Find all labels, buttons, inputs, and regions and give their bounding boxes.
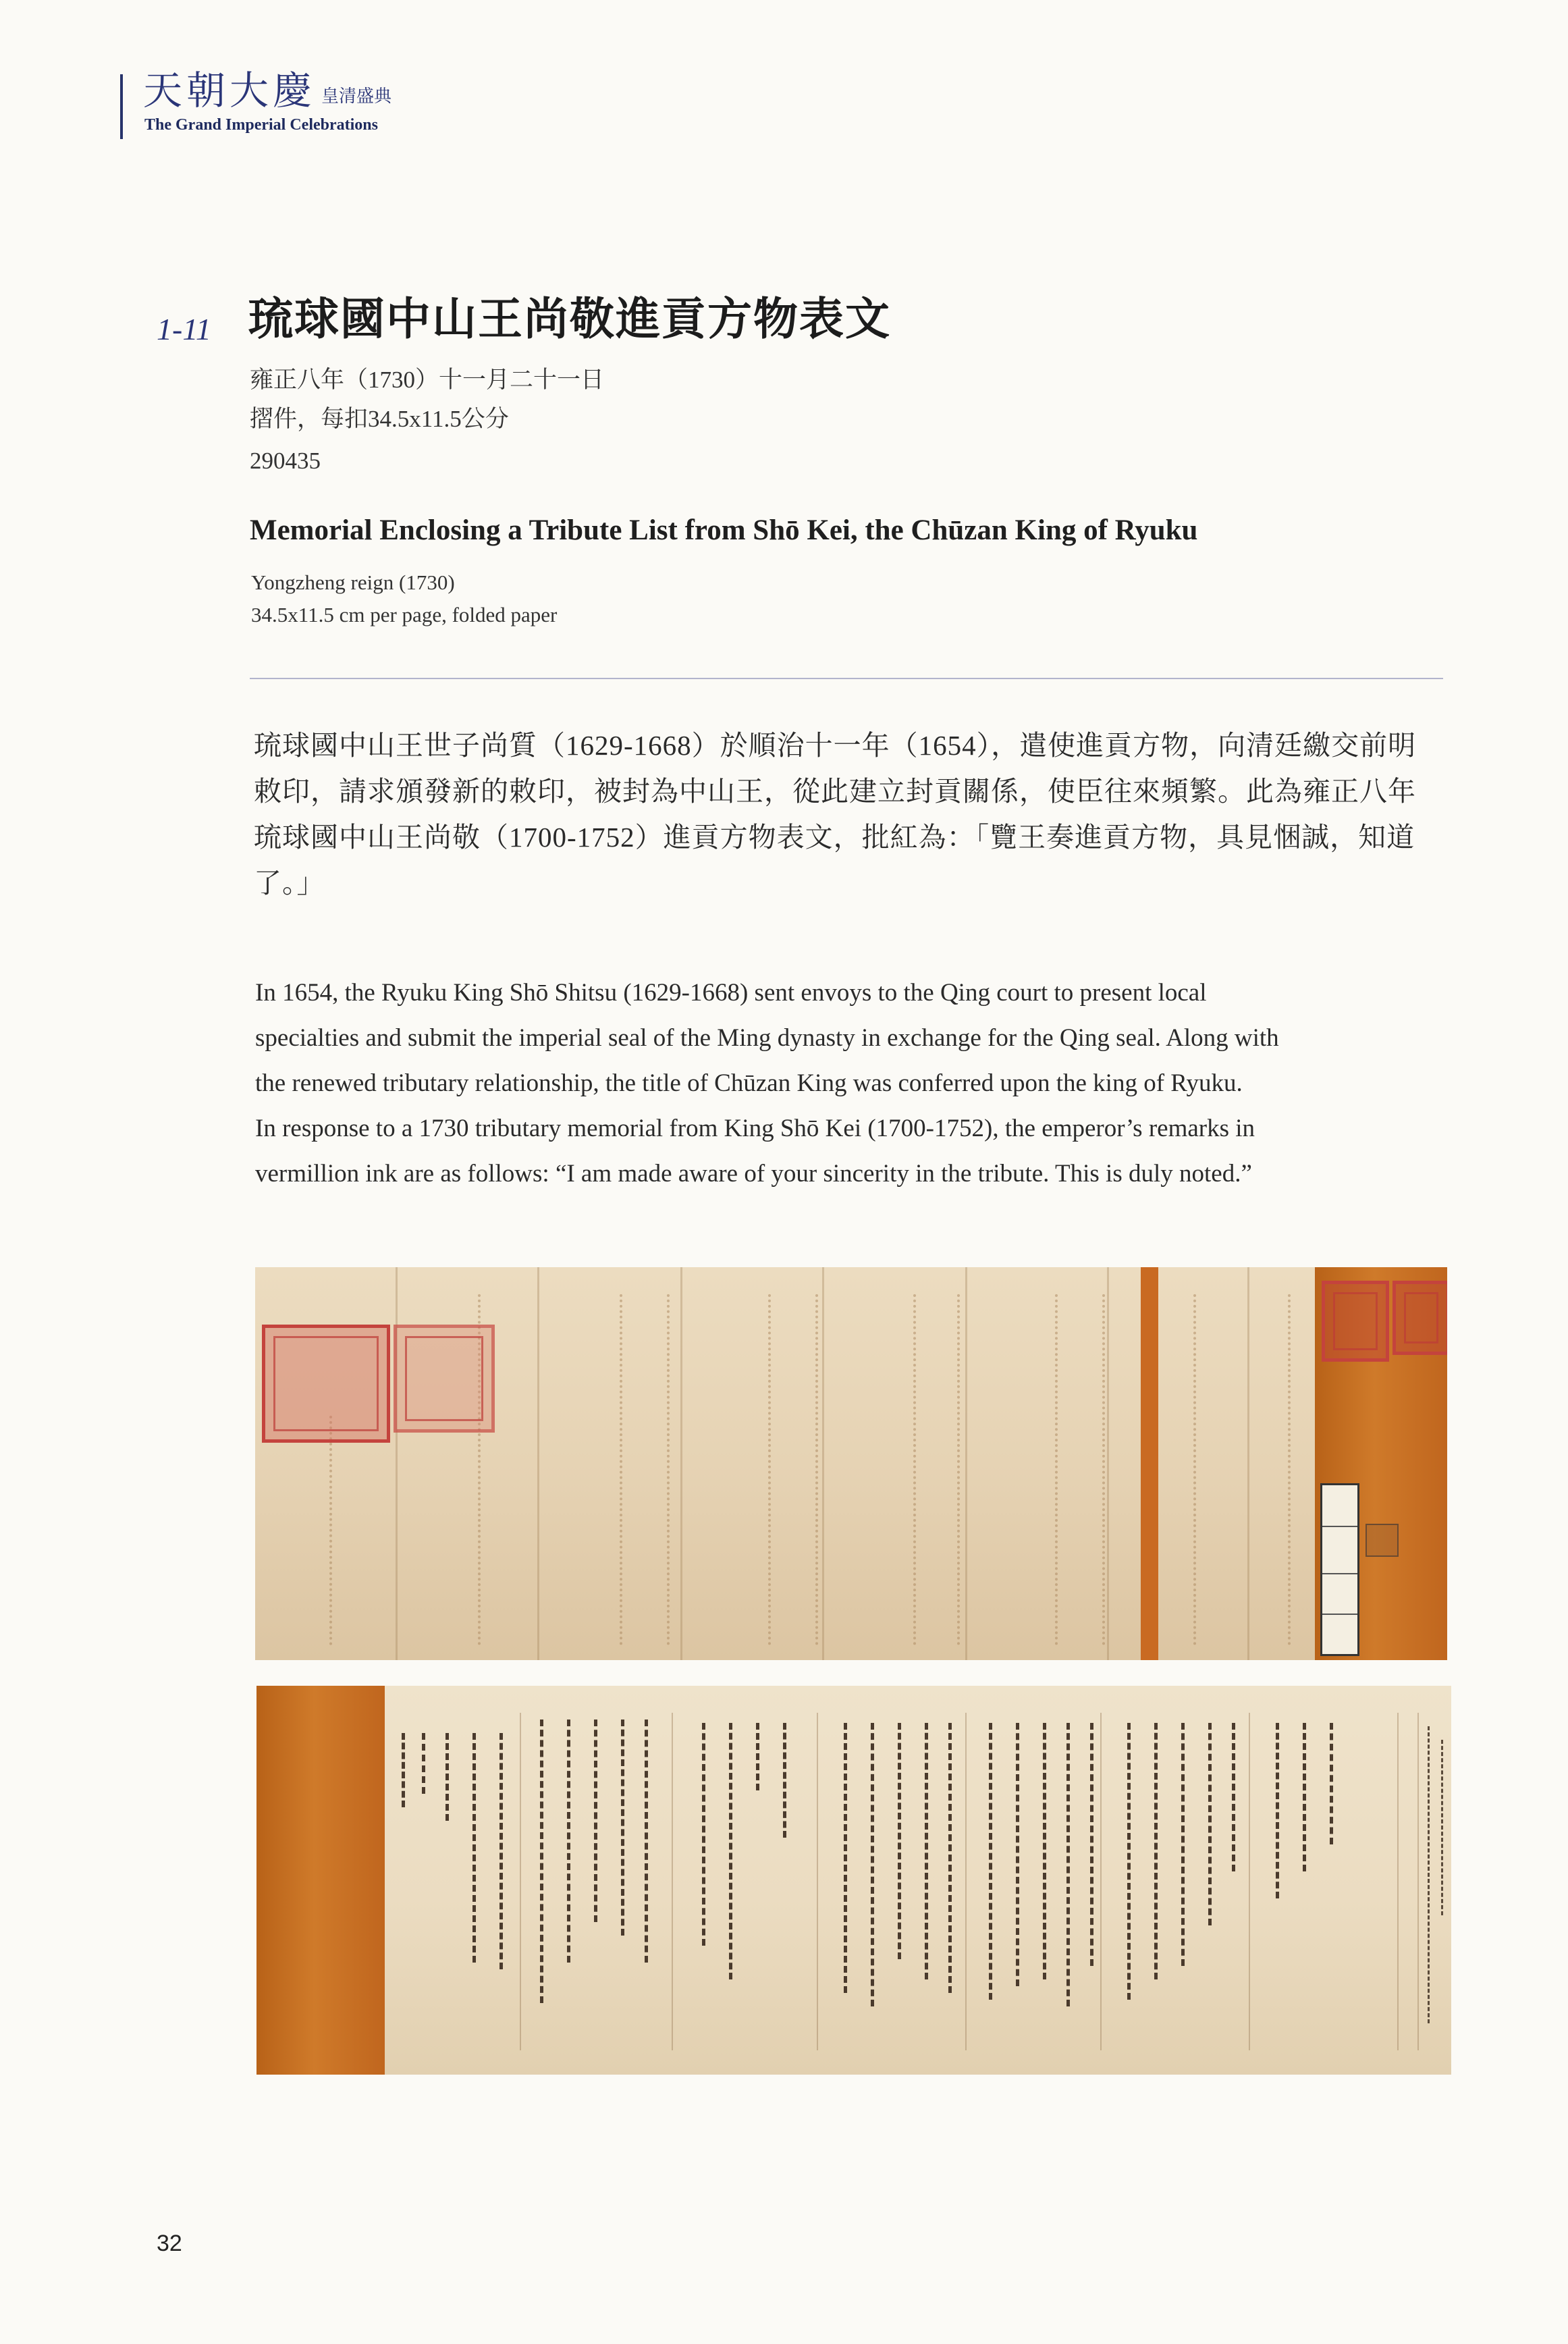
entry-reign-en: Yongzheng reign (1730) bbox=[251, 570, 455, 594]
page-number: 32 bbox=[157, 2231, 182, 2256]
entry-format-en: 34.5x11.5 cm per page, folded paper bbox=[251, 603, 558, 627]
entry-title-en: Memorial Enclosing a Tribute List from Shō Kei, the Chūzan King of Ryuku bbox=[250, 514, 1198, 546]
entry-title-cn: 琉球國中山王尚敬進貢方物表文 bbox=[248, 295, 891, 344]
vermilion-seal-cover-small bbox=[1393, 1281, 1447, 1355]
description-en-line: specialties and submit the imperial seal of the Ming dynasty in exchange for the Qing seal. Along with bbox=[255, 1024, 1279, 1052]
entry-number: 1-11 bbox=[157, 312, 211, 346]
description-cn-line: 琉球國中山王尚敬（1700-1752）進貢方物表文，批紅為：「覽王奏進貢方物，具見悃誠，知道 bbox=[254, 822, 1415, 853]
header-title-en: The Grand Imperial Celebrations bbox=[144, 116, 378, 134]
description-en bbox=[255, 970, 1443, 1196]
vermilion-seal-faded bbox=[394, 1325, 495, 1433]
entry-date-cn: 雍正八年（1730）十一月二十一日 bbox=[250, 367, 605, 393]
description-en-line: In 1654, the Ryuku King Shō Shitsu (1629-1668) sent envoys to the Qing court to present local bbox=[255, 979, 1207, 1007]
vermilion-seal-left bbox=[262, 1325, 390, 1443]
header-divider-bar bbox=[120, 74, 123, 139]
entry-format-cn: 摺件，每扣34.5x11.5公分 bbox=[250, 406, 509, 432]
memorial-photo-manchu bbox=[256, 1686, 1451, 2075]
memorial-back-cover bbox=[256, 1686, 385, 2075]
small-stamp bbox=[1366, 1524, 1399, 1557]
header-title-cn: 天朝大慶 bbox=[143, 69, 317, 113]
description-cn-line: 琉球國中山王世子尚質（1629-1668）於順治十一年（1654），遣使進貢方物，向清廷繳交前明 bbox=[254, 730, 1417, 761]
description-cn bbox=[254, 722, 1449, 906]
header-subtitle-cn: 皇清盛典 bbox=[321, 86, 392, 106]
description-en-line: the renewed tributary relationship, the title of Chūzan King was conferred upon the king of Ryuku. bbox=[255, 1069, 1243, 1097]
entry-catalog-number: 290435 bbox=[250, 448, 321, 474]
description-en-line: In response to a 1730 tributary memorial from King Shō Kei (1700-1752), the emperor’s remarks in bbox=[255, 1115, 1255, 1142]
catalog-label bbox=[1320, 1483, 1359, 1656]
description-cn-line: 敕印，請求頒發新的敕印，被封為中山王，從此建立封貢關係，使臣往來頻繁。此為雍正八年 bbox=[254, 776, 1416, 807]
description-cn-line: 了。」 bbox=[254, 868, 325, 899]
orange-binding-strip bbox=[1141, 1267, 1158, 1660]
description-en-line: vermillion ink are as follows: “I am made aware of your sincerity in the tribute. This is duly noted.” bbox=[255, 1160, 1252, 1188]
memorial-photo-front bbox=[255, 1267, 1447, 1660]
section-divider bbox=[250, 678, 1443, 679]
vermilion-seal-cover bbox=[1322, 1281, 1389, 1362]
